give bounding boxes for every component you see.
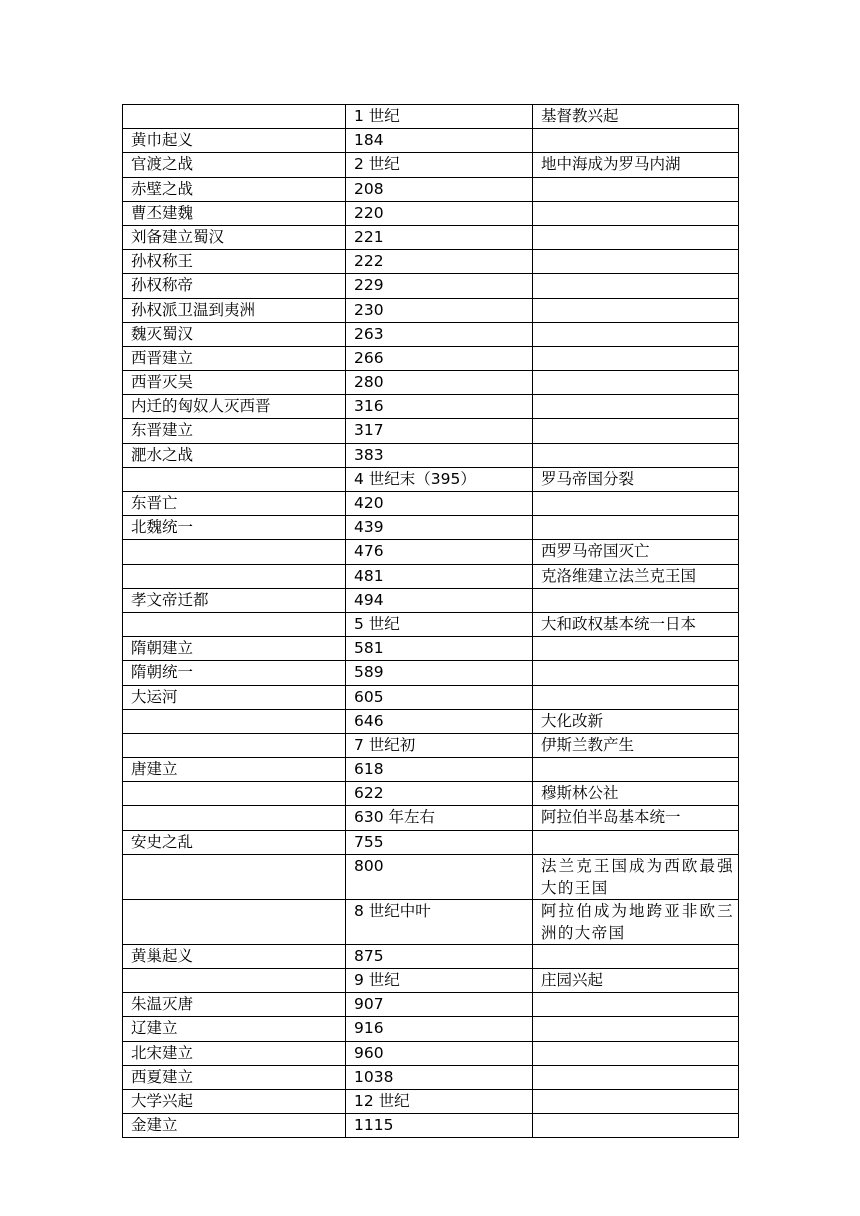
world-event-cell: 法兰克王国成为西欧最强大的王国 (533, 854, 739, 899)
chinese-event-cell (123, 782, 346, 806)
world-event-cell (533, 250, 739, 274)
chinese-event-cell: 金建立 (123, 1114, 346, 1138)
chinese-event-cell: 东晋建立 (123, 419, 346, 443)
chinese-event-cell: 内迁的匈奴人灭西晋 (123, 395, 346, 419)
table-row (123, 899, 739, 944)
year-cell: 1038 (346, 1065, 533, 1089)
table-row (123, 298, 739, 322)
chinese-event-cell (123, 467, 346, 491)
world-event-cell (533, 274, 739, 298)
world-event-cell (533, 1114, 739, 1138)
chinese-event-cell: 赤壁之战 (123, 177, 346, 201)
table-row (123, 969, 739, 993)
table-row (123, 782, 739, 806)
chinese-event-cell: 隋朝统一 (123, 661, 346, 685)
year-cell: 1115 (346, 1114, 533, 1138)
table-row (123, 225, 739, 249)
world-event-cell (533, 637, 739, 661)
year-cell: 605 (346, 685, 533, 709)
timeline-table-body (123, 105, 739, 1138)
year-cell: 4 世纪末（395） (346, 467, 533, 491)
chinese-event-cell (123, 564, 346, 588)
chinese-event-cell: 大运河 (123, 685, 346, 709)
table-row (123, 1114, 739, 1138)
year-cell: 630 年左右 (346, 806, 533, 830)
world-event-cell (533, 346, 739, 370)
table-row (123, 201, 739, 225)
world-event-cell (533, 516, 739, 540)
table-row (123, 153, 739, 177)
year-cell: 5 世纪 (346, 612, 533, 636)
table-row (123, 637, 739, 661)
table-row (123, 588, 739, 612)
table-row (123, 944, 739, 968)
world-event-cell (533, 830, 739, 854)
table-row (123, 443, 739, 467)
world-event-cell (533, 395, 739, 419)
chinese-event-cell: 孙权派卫温到夷洲 (123, 298, 346, 322)
table-row (123, 371, 739, 395)
world-event-cell (533, 993, 739, 1017)
chinese-event-cell (123, 612, 346, 636)
chinese-event-cell: 安史之乱 (123, 830, 346, 854)
table-row (123, 467, 739, 491)
world-event-cell (533, 685, 739, 709)
chinese-event-cell: 东晋亡 (123, 492, 346, 516)
year-cell: 229 (346, 274, 533, 298)
year-cell: 1 世纪 (346, 105, 533, 129)
chinese-event-cell: 孝文帝迁都 (123, 588, 346, 612)
chinese-event-cell: 朱温灭唐 (123, 993, 346, 1017)
table-row (123, 105, 739, 129)
world-event-cell: 大化改新 (533, 709, 739, 733)
year-cell: 618 (346, 758, 533, 782)
world-event-cell (533, 419, 739, 443)
chinese-event-cell (123, 709, 346, 733)
world-event-cell (533, 758, 739, 782)
year-cell: 316 (346, 395, 533, 419)
chinese-event-cell (123, 105, 346, 129)
chinese-event-cell: 刘备建立蜀汉 (123, 225, 346, 249)
world-event-cell: 庄园兴起 (533, 969, 739, 993)
table-row (123, 758, 739, 782)
chinese-event-cell: 辽建立 (123, 1017, 346, 1041)
chinese-event-cell: 黄巾起义 (123, 129, 346, 153)
table-row (123, 854, 739, 899)
world-event-cell: 西罗马帝国灭亡 (533, 540, 739, 564)
table-row (123, 1017, 739, 1041)
chinese-event-cell: 淝水之战 (123, 443, 346, 467)
chinese-event-cell (123, 899, 346, 944)
world-event-cell (533, 1089, 739, 1113)
world-event-cell (533, 201, 739, 225)
year-cell: 184 (346, 129, 533, 153)
history-timeline-table (122, 104, 739, 1138)
world-event-cell (533, 492, 739, 516)
world-event-cell: 穆斯林公社 (533, 782, 739, 806)
chinese-event-cell: 唐建立 (123, 758, 346, 782)
chinese-event-cell: 黄巢起义 (123, 944, 346, 968)
world-event-cell: 罗马帝国分裂 (533, 467, 739, 491)
world-event-cell (533, 1017, 739, 1041)
table-row (123, 516, 739, 540)
year-cell: 280 (346, 371, 533, 395)
year-cell: 481 (346, 564, 533, 588)
table-row (123, 733, 739, 757)
world-event-cell (533, 177, 739, 201)
world-event-cell: 阿拉伯半岛基本统一 (533, 806, 739, 830)
world-event-cell (533, 322, 739, 346)
world-event-cell: 基督教兴起 (533, 105, 739, 129)
table-row (123, 1065, 739, 1089)
chinese-event-cell: 西夏建立 (123, 1065, 346, 1089)
year-cell: 317 (346, 419, 533, 443)
year-cell: 9 世纪 (346, 969, 533, 993)
year-cell: 755 (346, 830, 533, 854)
chinese-event-cell: 孙权称王 (123, 250, 346, 274)
year-cell: 646 (346, 709, 533, 733)
year-cell: 7 世纪初 (346, 733, 533, 757)
table-row (123, 806, 739, 830)
year-cell: 960 (346, 1041, 533, 1065)
world-event-cell (533, 129, 739, 153)
table-row (123, 612, 739, 636)
table-row (123, 274, 739, 298)
chinese-event-cell: 隋朝建立 (123, 637, 346, 661)
table-row (123, 1041, 739, 1065)
year-cell: 494 (346, 588, 533, 612)
year-cell: 800 (346, 854, 533, 899)
year-cell: 589 (346, 661, 533, 685)
year-cell: 916 (346, 1017, 533, 1041)
year-cell: 383 (346, 443, 533, 467)
table-row (123, 346, 739, 370)
world-event-cell (533, 1065, 739, 1089)
table-row (123, 564, 739, 588)
table-row (123, 709, 739, 733)
chinese-event-cell: 大学兴起 (123, 1089, 346, 1113)
chinese-event-cell (123, 854, 346, 899)
table-row (123, 129, 739, 153)
chinese-event-cell: 魏灭蜀汉 (123, 322, 346, 346)
table-row (123, 395, 739, 419)
year-cell: 581 (346, 637, 533, 661)
table-row (123, 685, 739, 709)
table-row (123, 993, 739, 1017)
year-cell: 420 (346, 492, 533, 516)
chinese-event-cell (123, 806, 346, 830)
world-event-cell (533, 1041, 739, 1065)
chinese-event-cell (123, 733, 346, 757)
chinese-event-cell: 孙权称帝 (123, 274, 346, 298)
chinese-event-cell: 曹丕建魏 (123, 201, 346, 225)
world-event-cell: 克洛维建立法兰克王国 (533, 564, 739, 588)
chinese-event-cell: 北宋建立 (123, 1041, 346, 1065)
year-cell: 266 (346, 346, 533, 370)
table-row (123, 177, 739, 201)
world-event-cell: 伊斯兰教产生 (533, 733, 739, 757)
world-event-cell (533, 298, 739, 322)
year-cell: 221 (346, 225, 533, 249)
table-row (123, 322, 739, 346)
world-event-cell (533, 371, 739, 395)
world-event-cell (533, 661, 739, 685)
year-cell: 476 (346, 540, 533, 564)
table-row (123, 419, 739, 443)
year-cell: 907 (346, 993, 533, 1017)
table-row (123, 250, 739, 274)
year-cell: 263 (346, 322, 533, 346)
world-event-cell (533, 588, 739, 612)
year-cell: 12 世纪 (346, 1089, 533, 1113)
world-event-cell (533, 225, 739, 249)
world-event-cell: 阿拉伯成为地跨亚非欧三洲的大帝国 (533, 899, 739, 944)
year-cell: 208 (346, 177, 533, 201)
chinese-event-cell (123, 969, 346, 993)
table-row (123, 830, 739, 854)
table-row (123, 540, 739, 564)
year-cell: 222 (346, 250, 533, 274)
table-row (123, 661, 739, 685)
world-event-cell (533, 443, 739, 467)
chinese-event-cell: 西晋灭吴 (123, 371, 346, 395)
chinese-event-cell: 官渡之战 (123, 153, 346, 177)
chinese-event-cell: 北魏统一 (123, 516, 346, 540)
table-row (123, 1089, 739, 1113)
table-row (123, 492, 739, 516)
world-event-cell (533, 944, 739, 968)
world-event-cell: 地中海成为罗马内湖 (533, 153, 739, 177)
year-cell: 2 世纪 (346, 153, 533, 177)
year-cell: 8 世纪中叶 (346, 899, 533, 944)
year-cell: 875 (346, 944, 533, 968)
chinese-event-cell: 西晋建立 (123, 346, 346, 370)
year-cell: 439 (346, 516, 533, 540)
chinese-event-cell (123, 540, 346, 564)
world-event-cell: 大和政权基本统一日本 (533, 612, 739, 636)
year-cell: 220 (346, 201, 533, 225)
year-cell: 622 (346, 782, 533, 806)
year-cell: 230 (346, 298, 533, 322)
